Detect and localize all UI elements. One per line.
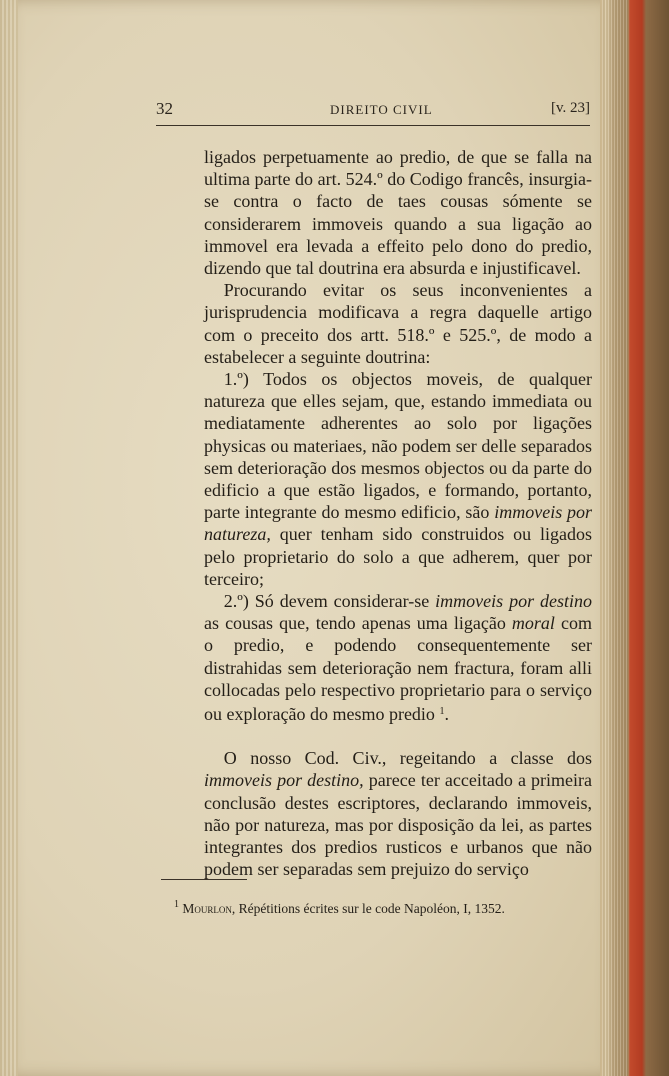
paragraph-3-text-b: quer tenham sido construidos ou ligados pelo proprietario do solo a que adherem, quer por terceiro; xyxy=(204,524,593,589)
footnote-marker: 1 xyxy=(439,706,445,718)
paragraph-4-italic-2: moral xyxy=(511,613,555,634)
paragraph-4-text-c: com o predio, e podendo consequentemente ser distrahidas sem deterioração nem fractura, foram alli collocadas pelo respectivo proprietario para o serviço ou exploração do mesmo predio xyxy=(204,613,592,725)
footnote xyxy=(174,899,594,917)
paragraph-3-text-a: 1.º) Todos os objectos moveis, de qualquer natureza que elles sejam, que, estando immediata ou mediatamente adherentes ao solo por ligações physicas ou materiaes, não podem ser delle separados sem deterioração dos mesmos objectos ou da parte do edificio a que estão ligados, e formando, portanto, parte integrante do mesmo edificio, são xyxy=(204,369,592,523)
paragraph-3-italic: immoveis por natureza, xyxy=(204,502,593,545)
paragraph-4-italic: immoveis por destino xyxy=(435,591,593,612)
paragraph-4-end: . xyxy=(444,704,449,725)
paragraph-5-text-b: parece ter acceitado a primeira conclusão destes escriptores, declarando immoveis, não por natureza, mas por disposição da lei, as partes integrantes dos predios rusticos e urbanos que não podem ser separadas sem prejuizo do serviço xyxy=(204,770,593,880)
footnote-author: Mourlon, xyxy=(182,901,236,916)
paragraph-4 xyxy=(204,590,592,725)
paragraph-5-italic: immoveis por destino, xyxy=(204,770,364,791)
paragraph-2: Procurando evitar os seus inconvenientes a jurisprudencia modificava a regra daquelle artigo com o preceito dos artt. 518.º e 525.º, de modo a estabelecer a seguinte doutrina: xyxy=(204,280,592,367)
paragraph-5 xyxy=(204,747,592,880)
running-title: DIREITO CIVIL xyxy=(330,102,433,117)
footnote-number: 1 xyxy=(174,899,179,910)
book-page-edges xyxy=(600,0,669,1076)
paragraph-4-text-b: as cousas que, tendo apenas uma ligação xyxy=(204,613,506,634)
footnote-rule xyxy=(161,879,247,880)
footnote-reference: I, 1352. xyxy=(463,901,505,916)
header-rule xyxy=(156,125,590,126)
page-number: 32 xyxy=(156,99,173,118)
paragraph-5-text-a: O nosso Cod. Civ., regeitando a classe dos xyxy=(223,748,592,769)
running-header xyxy=(156,99,590,121)
paragraph-3 xyxy=(204,368,592,590)
footnote-work: Répétitions écrites sur le code Napoléon, xyxy=(238,901,460,916)
body-text xyxy=(204,146,592,881)
section-reference: [v. 23] xyxy=(550,100,590,116)
paragraph-4-text-a: 2.º) Só devem considerar-se xyxy=(223,591,430,612)
paragraph-1: ligados perpetuamente ao predio, de que se falla na ultima parte do art. 524.º do Codigo francês, insurgia-se contra o facto de taes cousas sómente se considerarem immoveis quando a sua ligação ao immovel era levada a effeito pelo dono do predio, dizendo que tal doutrina era absurda e injustificavel. xyxy=(204,147,592,279)
